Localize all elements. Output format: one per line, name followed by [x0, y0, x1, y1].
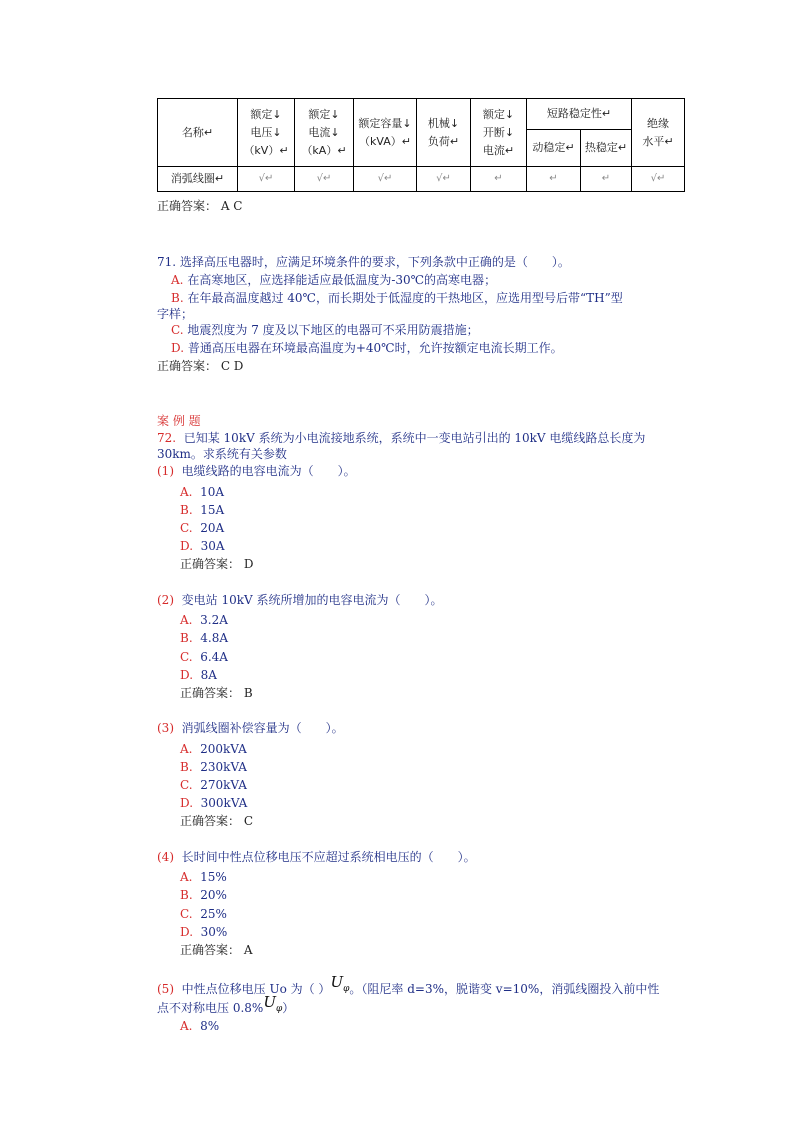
answer: 正确答案： D — [180, 557, 254, 571]
option-text: 8% — [200, 1019, 220, 1033]
option-c — [180, 649, 228, 666]
option-b — [180, 759, 247, 776]
subquestion-text-end: ） — [282, 1001, 295, 1015]
question-text: 已知某 10kV 系统为小电流接地系统，系统中一变电站引出的 10kV 电缆线路总长度为 — [183, 431, 646, 445]
table-cell: ↵ — [581, 167, 632, 192]
subquestion-text: 电缆线路的电容电流为（ ）。 — [181, 464, 356, 478]
option-c — [180, 520, 224, 537]
header-text: （kV）↵ — [243, 143, 289, 157]
formula-symbol: U — [263, 993, 276, 1011]
answer: 正确答案： B — [180, 686, 253, 700]
option-label: A. — [180, 485, 193, 499]
subquestion-number: (1) — [157, 464, 174, 478]
header-text: 电流↵ — [482, 143, 515, 157]
option-label: B. — [171, 291, 184, 305]
option-text: 在高寒地区，应选择能适应最低温度为-30℃的高寒电器； — [187, 273, 497, 287]
option-text: 270kVA — [200, 778, 247, 792]
header-text: 开断↓ — [482, 125, 515, 139]
option-label: B. — [180, 888, 193, 902]
table-cell: ↵ — [527, 167, 581, 192]
answer-71: 正确答案： C D — [157, 359, 244, 373]
option-d — [180, 795, 247, 812]
header-short-circuit: 短路稳定性↵ — [527, 99, 632, 130]
question-72-continued: 30km。求系统有关参数 — [157, 447, 287, 461]
row-name: 消弧线圈↵ — [158, 167, 238, 192]
header-mechanical-load — [417, 99, 471, 167]
header-insulation — [632, 99, 685, 167]
subquestion-5-continued — [157, 993, 295, 1023]
header-text: 额定↓ — [308, 107, 340, 121]
question-72 — [157, 430, 645, 447]
option-label: D. — [171, 341, 185, 355]
formula-subscript: φ — [343, 984, 350, 994]
subquestion-text: 长时间中性点位移电压不应超过系统相电压的（ ）。 — [181, 850, 476, 864]
table-cell: ↵ — [471, 167, 527, 192]
option-text: 25% — [200, 907, 227, 921]
option-text: 15% — [200, 870, 227, 884]
option-text: 8A — [200, 668, 217, 682]
option-b-continued: 字样； — [157, 307, 194, 321]
option-label: C. — [180, 521, 193, 535]
option-b — [180, 887, 227, 904]
subquestion-text: 中性点位移电压 Uo 为（ ） — [181, 982, 331, 996]
table-row — [158, 167, 685, 192]
formula-symbol: U — [330, 973, 344, 991]
subquestion-number: (2) — [157, 593, 174, 607]
header-rated-current — [295, 99, 354, 167]
option-label: B. — [180, 503, 193, 517]
formula-u-phi — [330, 973, 350, 994]
header-rated-capacity — [354, 99, 417, 167]
subquestion-text: 点不对称电压 0.8% — [157, 1001, 264, 1015]
question-number: 72. — [157, 431, 177, 445]
option-a — [171, 272, 496, 289]
header-name: 名称↵ — [158, 99, 238, 167]
subquestion-number: (5) — [157, 982, 174, 996]
header-text: 额定↓ — [250, 107, 282, 121]
option-c — [180, 777, 247, 794]
option-a — [180, 612, 228, 629]
option-label: D. — [180, 539, 194, 553]
option-text: 地震烈度为 7 度及以下地区的电器可不采用防震措施； — [187, 323, 479, 337]
subquestion-3 — [157, 720, 344, 737]
option-label: B. — [180, 631, 193, 645]
option-a — [180, 484, 224, 501]
table-cell: √↵ — [632, 167, 685, 192]
header-rated-voltage — [238, 99, 295, 167]
question-71: 71. 选择高压电器时，应满足环境条件的要求，下列条款中正确的是（ ）。 — [157, 255, 570, 269]
header-text: 水平↵ — [642, 134, 674, 148]
option-label: A. — [180, 613, 193, 627]
option-c — [171, 322, 479, 339]
option-text: 普通高压电器在环境最高温度为+40℃时，允许按额定电流长期工作。 — [187, 341, 563, 355]
formula-u-phi — [263, 993, 283, 1014]
header-text: 额定容量↓ — [358, 116, 412, 130]
header-thermal: 热稳定↵ — [581, 130, 632, 167]
option-d — [171, 340, 563, 357]
answer: 正确答案： C — [180, 814, 253, 828]
subquestion-text: 消弧线圈补偿容量为（ ）。 — [181, 721, 344, 735]
header-dynamic: 动稳定↵ — [527, 130, 581, 167]
option-b — [171, 290, 623, 307]
spec-table — [157, 98, 685, 192]
option-label: C. — [171, 323, 184, 337]
table-cell: √↵ — [295, 167, 354, 192]
option-a — [180, 741, 247, 758]
option-label: C. — [180, 650, 193, 664]
option-text: 6.4A — [200, 650, 228, 664]
header-text: 负荷↵ — [427, 134, 460, 148]
answer-70: 正确答案： A C — [157, 199, 243, 213]
subquestion-4 — [157, 849, 476, 866]
header-text: 机械↓ — [427, 116, 460, 130]
header-text: 电流↓ — [308, 125, 340, 139]
option-label: A. — [171, 273, 184, 287]
option-text: 230kVA — [200, 760, 247, 774]
option-label: D. — [180, 668, 194, 682]
option-label: B. — [180, 760, 193, 774]
formula-subscript: φ — [275, 1004, 283, 1014]
subquestion-1 — [157, 463, 356, 480]
answer: 正确答案： A — [180, 943, 253, 957]
option-a — [180, 1018, 219, 1035]
option-b — [180, 502, 224, 519]
option-label: C. — [180, 907, 193, 921]
option-a — [180, 869, 227, 886]
option-text: 在年最高温度越过 40℃，而长期处于低湿度的干热地区，应选用型号后带“TH”型 — [187, 291, 623, 305]
option-d — [180, 667, 217, 684]
option-label: D. — [180, 925, 194, 939]
option-c — [180, 906, 227, 923]
option-text: 20% — [200, 888, 227, 902]
option-text: 3.2A — [200, 613, 228, 627]
table-cell: √↵ — [238, 167, 295, 192]
option-b — [180, 630, 228, 647]
option-label: C. — [180, 778, 193, 792]
option-text: 200kVA — [200, 742, 247, 756]
option-text: 15A — [200, 503, 225, 517]
option-text: 30A — [200, 539, 225, 553]
header-text: 电压↓ — [250, 125, 282, 139]
table-cell: √↵ — [417, 167, 471, 192]
option-d — [180, 924, 227, 941]
header-rated-breaking — [471, 99, 527, 167]
header-text: 绝缘 — [647, 116, 669, 130]
case-section-title: 案 例 题 — [157, 414, 201, 428]
option-text: 30% — [200, 925, 228, 939]
option-text: 10A — [200, 485, 225, 499]
option-label: D. — [180, 796, 194, 810]
option-label: A. — [180, 742, 193, 756]
subquestion-text: 变电站 10kV 系统所增加的电容电流为（ ）。 — [181, 593, 443, 607]
table-cell: √↵ — [354, 167, 417, 192]
header-text: （kA）↵ — [301, 143, 347, 157]
option-text: 20A — [200, 521, 225, 535]
subquestion-number: (3) — [157, 721, 174, 735]
header-text: （kVA）↵ — [359, 134, 411, 148]
header-text: 额定↓ — [482, 107, 515, 121]
option-label: A. — [180, 1019, 193, 1033]
option-d — [180, 538, 225, 555]
option-label: A. — [180, 870, 193, 884]
option-text: 4.8A — [200, 631, 229, 645]
subquestion-number: (4) — [157, 850, 174, 864]
subquestion-2 — [157, 592, 442, 609]
option-text: 300kVA — [200, 796, 248, 810]
subquestion-text-continued: 。（阻尼率 d=3%，脱谐变 v=10%，消弧线圈投入前中性 — [349, 982, 660, 996]
